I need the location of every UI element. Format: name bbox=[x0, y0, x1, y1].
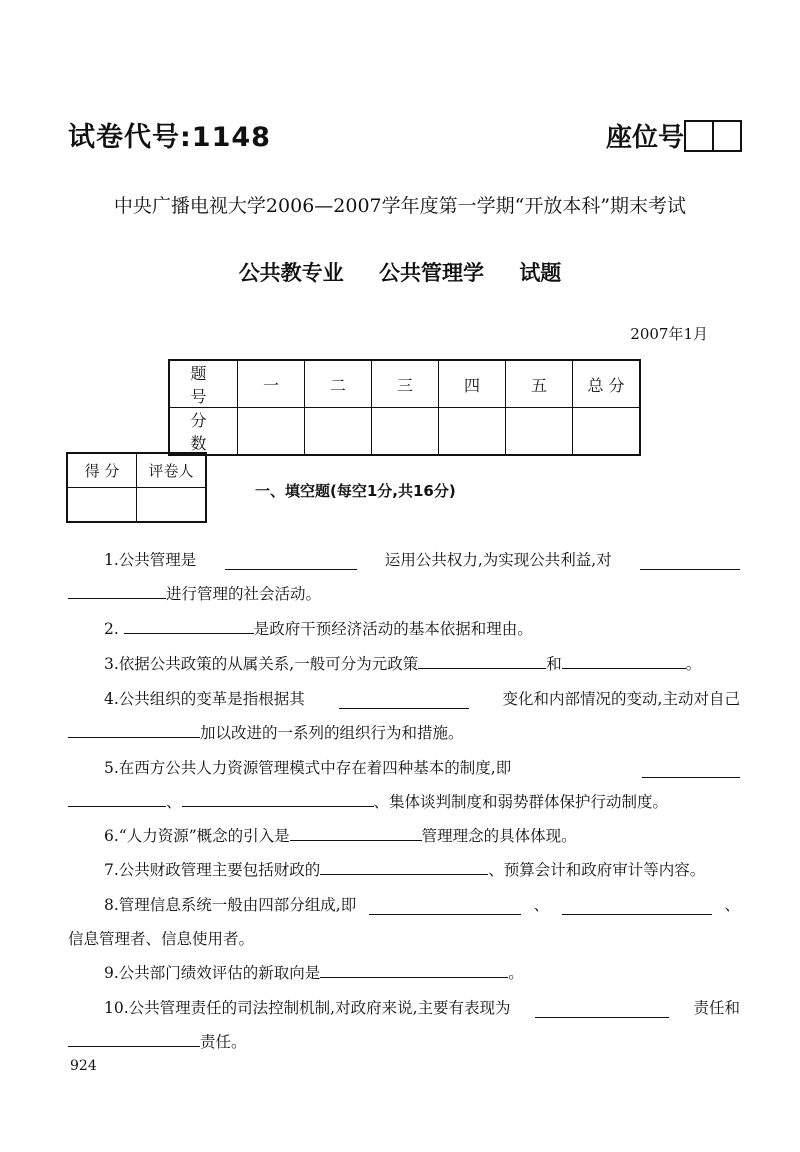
answer-blank[interactable] bbox=[535, 1003, 669, 1018]
answer-blank[interactable] bbox=[642, 763, 740, 778]
question-9: 9.公共部门绩效评估的新取向是 。 bbox=[104, 964, 524, 982]
question-4-line2: 加以改进的一系列的组织行为和措施。 bbox=[68, 723, 740, 743]
score-cell-empty[interactable] bbox=[573, 408, 641, 456]
question-10-line1: 10.公共管理责任的司法控制机制,对政府来说,主要有表现为 责任和 bbox=[104, 999, 740, 1017]
score-cell-empty[interactable] bbox=[439, 408, 506, 456]
question-1-line2: 进行管理的社会活动。 bbox=[68, 584, 740, 604]
answer-blank[interactable] bbox=[562, 654, 686, 669]
question-8-line1: 8.管理信息系统一般由四部分组成,即 、 、 bbox=[104, 896, 740, 914]
answer-blank[interactable] bbox=[68, 584, 166, 599]
answer-blank[interactable] bbox=[339, 694, 469, 709]
answer-blank[interactable] bbox=[418, 654, 546, 669]
answer-blank[interactable] bbox=[68, 1032, 200, 1047]
score-row-label: 分 数 bbox=[169, 408, 238, 456]
score-table-value-row bbox=[169, 408, 640, 456]
question-3: 3.依据公共政策的从属关系,一般可分为元政策 和 。 bbox=[104, 655, 702, 673]
grader-score-cell[interactable] bbox=[67, 488, 137, 523]
title-suffix: 试题 bbox=[519, 261, 562, 285]
seat-label: 座位号 bbox=[605, 123, 684, 153]
answer-blank[interactable] bbox=[320, 963, 508, 978]
question-4-line1: 4.公共组织的变革是指根据其 变化和内部情况的变动,主动对自己 bbox=[104, 690, 740, 708]
question-8-line2: 信息管理者、信息使用者。 bbox=[68, 930, 255, 948]
exam-title bbox=[0, 257, 800, 287]
grader-name-header: 评卷人 bbox=[137, 453, 207, 488]
answer-blank[interactable] bbox=[290, 826, 422, 841]
question-10-line2: 责任。 bbox=[68, 1032, 740, 1052]
score-cell-header: 一 bbox=[238, 360, 305, 408]
seat-number bbox=[606, 117, 742, 154]
question-5-line1: 5.在西方公共人力资源管理模式中存在着四种基本的制度,即 bbox=[104, 758, 740, 778]
answer-blank[interactable] bbox=[68, 723, 200, 738]
title-course: 公共管理学 bbox=[379, 261, 484, 285]
section-title: 一、填空题(每空1分,共16分) bbox=[255, 482, 456, 500]
question-2: 2. 是政府干预经济活动的基本依据和理由。 bbox=[104, 620, 533, 638]
answer-blank[interactable] bbox=[369, 900, 521, 915]
question-7: 7.公共财政管理主要包括财政的 、预算会计和政府审计等内容。 bbox=[104, 861, 706, 879]
score-cell-header: 三 bbox=[372, 360, 439, 408]
answer-blank[interactable] bbox=[124, 619, 254, 634]
score-cell-empty[interactable] bbox=[372, 408, 439, 456]
grader-score-header: 得 分 bbox=[67, 453, 137, 488]
question-1-line1: 1.公共管理是 运用公共权力,为实现公共利益,对 bbox=[104, 550, 740, 570]
grader-name-cell[interactable] bbox=[137, 488, 207, 523]
score-cell-header: 五 bbox=[506, 360, 573, 408]
score-cell-empty[interactable] bbox=[238, 408, 305, 456]
score-cell-header: 总 分 bbox=[573, 360, 641, 408]
score-cell-empty[interactable] bbox=[506, 408, 573, 456]
answer-blank[interactable] bbox=[640, 555, 740, 570]
answer-blank[interactable] bbox=[68, 792, 166, 807]
score-cell-empty[interactable] bbox=[305, 408, 372, 456]
question-5-line2: 、 、集体谈判制度和弱势群体保护行动制度。 bbox=[68, 792, 740, 812]
seat-box[interactable] bbox=[684, 120, 742, 152]
score-cell-header: 四 bbox=[439, 360, 506, 408]
title-major: 公共教专业 bbox=[238, 261, 344, 285]
answer-blank[interactable] bbox=[182, 792, 374, 807]
score-table-header-row bbox=[169, 360, 640, 408]
answer-blank[interactable] bbox=[562, 900, 712, 915]
answer-blank[interactable] bbox=[225, 555, 357, 570]
exam-subtitle: 中央广播电视大学2006—2007学年度第一学期“开放本科”期末考试 bbox=[113, 195, 687, 217]
page-number: 924 bbox=[70, 1058, 97, 1074]
exam-date: 2007年1月 bbox=[630, 325, 708, 343]
score-table bbox=[168, 359, 641, 456]
paper-code-label: 试卷代号:1148 bbox=[68, 122, 271, 153]
score-cell-label: 题 号 bbox=[169, 360, 238, 408]
question-6: 6.“人力资源”概念的引入是 管理理念的具体体现。 bbox=[104, 827, 577, 845]
grader-table bbox=[66, 452, 207, 523]
score-cell-header: 二 bbox=[305, 360, 372, 408]
answer-blank[interactable] bbox=[320, 860, 488, 875]
